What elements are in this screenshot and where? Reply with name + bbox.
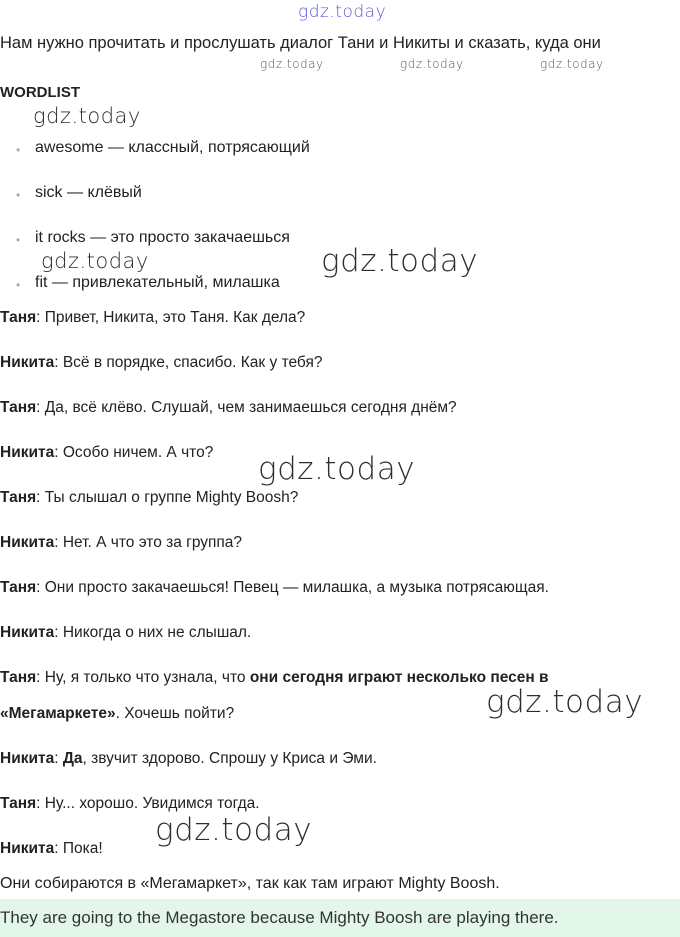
- bullet-icon: •: [16, 143, 21, 157]
- line-text: :: [54, 750, 63, 767]
- dialogue-line: [0, 354, 323, 372]
- speaker-name: Никита: [0, 624, 55, 641]
- line-text: : Особо ничем. А что?: [54, 444, 214, 461]
- watermark-mid-1: gdz.today: [33, 104, 141, 128]
- line-bold-text: Да: [62, 750, 83, 767]
- line-text: : Пока!: [54, 840, 103, 857]
- dialogue-line: [0, 444, 213, 462]
- dialogue-line: [0, 795, 260, 813]
- intro-clipped-line: [0, 56, 680, 74]
- line-text: : Привет, Никита, это Таня. Как дела?: [36, 309, 306, 326]
- watermark-small-3: gdz.today: [540, 57, 604, 71]
- dialogue-line: [0, 579, 549, 597]
- line-text: : Нет. А что это за группа?: [54, 534, 243, 551]
- wordlist-item: sick — клёвый: [35, 184, 142, 201]
- dialogue-line: [0, 309, 305, 327]
- speaker-name: Никита: [0, 354, 55, 371]
- dialogue-line: [0, 840, 103, 858]
- line-text: , звучит здорово. Спрошу у Криса и Эми.: [82, 750, 377, 767]
- watermark-small-1: gdz.today: [260, 57, 324, 71]
- speaker-name: Таня: [0, 669, 37, 686]
- line-text: : Никогда о них не слышал.: [54, 624, 252, 641]
- conclusion-text: Они собираются в «Мегамаркет», так как там играют Mighty Boosh.: [0, 875, 500, 892]
- bullet-icon: •: [16, 278, 21, 292]
- answer-box: [0, 899, 680, 937]
- line-bold-text: они сегодня играют несколько песен в: [249, 669, 549, 686]
- dialogue-line: [0, 669, 549, 687]
- line-text: : Всё в порядке, спасибо. Как у тебя?: [54, 354, 323, 371]
- speaker-name: Таня: [0, 795, 37, 812]
- line-text: : Да, всё клёво. Слушай, чем занимаешься сегодня днём?: [36, 399, 457, 416]
- watermark-mid-2: gdz.today: [41, 249, 149, 273]
- speaker-name: Никита: [0, 444, 55, 461]
- wordlist-item: fit — привлекательный, милашка: [35, 274, 280, 291]
- dialogue-line-continued: [0, 705, 234, 723]
- speaker-name: Таня: [0, 309, 37, 326]
- dialogue-line: [0, 750, 377, 768]
- speaker-name: Таня: [0, 399, 37, 416]
- line-text: : Ну, я только что узнала, что: [36, 669, 250, 686]
- dialogue-line: [0, 489, 298, 507]
- line-text: : Ты слышал о группе Mighty Boosh?: [36, 489, 299, 506]
- speaker-name: Таня: [0, 579, 37, 596]
- watermark-big-4: gdz.today: [155, 812, 313, 848]
- dialogue-line: [0, 399, 457, 417]
- wordlist-item: it rocks — это просто закачаешься: [35, 229, 290, 246]
- speaker-name: Никита: [0, 750, 55, 767]
- answer-text: They are going to the Megastore because Mighty Boosh are playing there.: [0, 908, 559, 927]
- dialogue-line: [0, 624, 251, 642]
- watermark-big-2: gdz.today: [258, 451, 416, 487]
- line-bold-text: «Мегамаркете»: [0, 705, 116, 722]
- wordlist-heading: WORDLIST: [0, 84, 80, 101]
- dialogue-line: [0, 534, 242, 552]
- watermark-small-2: gdz.today: [400, 57, 464, 71]
- bullet-icon: •: [16, 188, 21, 202]
- watermark-big-1: gdz.today: [321, 243, 479, 279]
- speaker-name: Никита: [0, 534, 55, 551]
- intro-text: Нам нужно прочитать и прослушать диалог Тани и Никиты и сказать, куда они: [0, 34, 601, 52]
- wordlist-item: awesome — классный, потрясающий: [35, 139, 310, 156]
- line-text: : Они просто закачаешься! Певец — милашка, а музыка потрясающая.: [36, 579, 549, 596]
- line-text: : Ну... хорошо. Увидимся тогда.: [36, 795, 260, 812]
- speaker-name: Никита: [0, 840, 55, 857]
- bullet-icon: •: [16, 233, 21, 247]
- line-text: . Хочешь пойти?: [115, 705, 235, 722]
- speaker-name: Таня: [0, 489, 37, 506]
- watermark-big-3: gdz.today: [486, 684, 644, 720]
- watermark-top: gdz.today: [298, 2, 387, 22]
